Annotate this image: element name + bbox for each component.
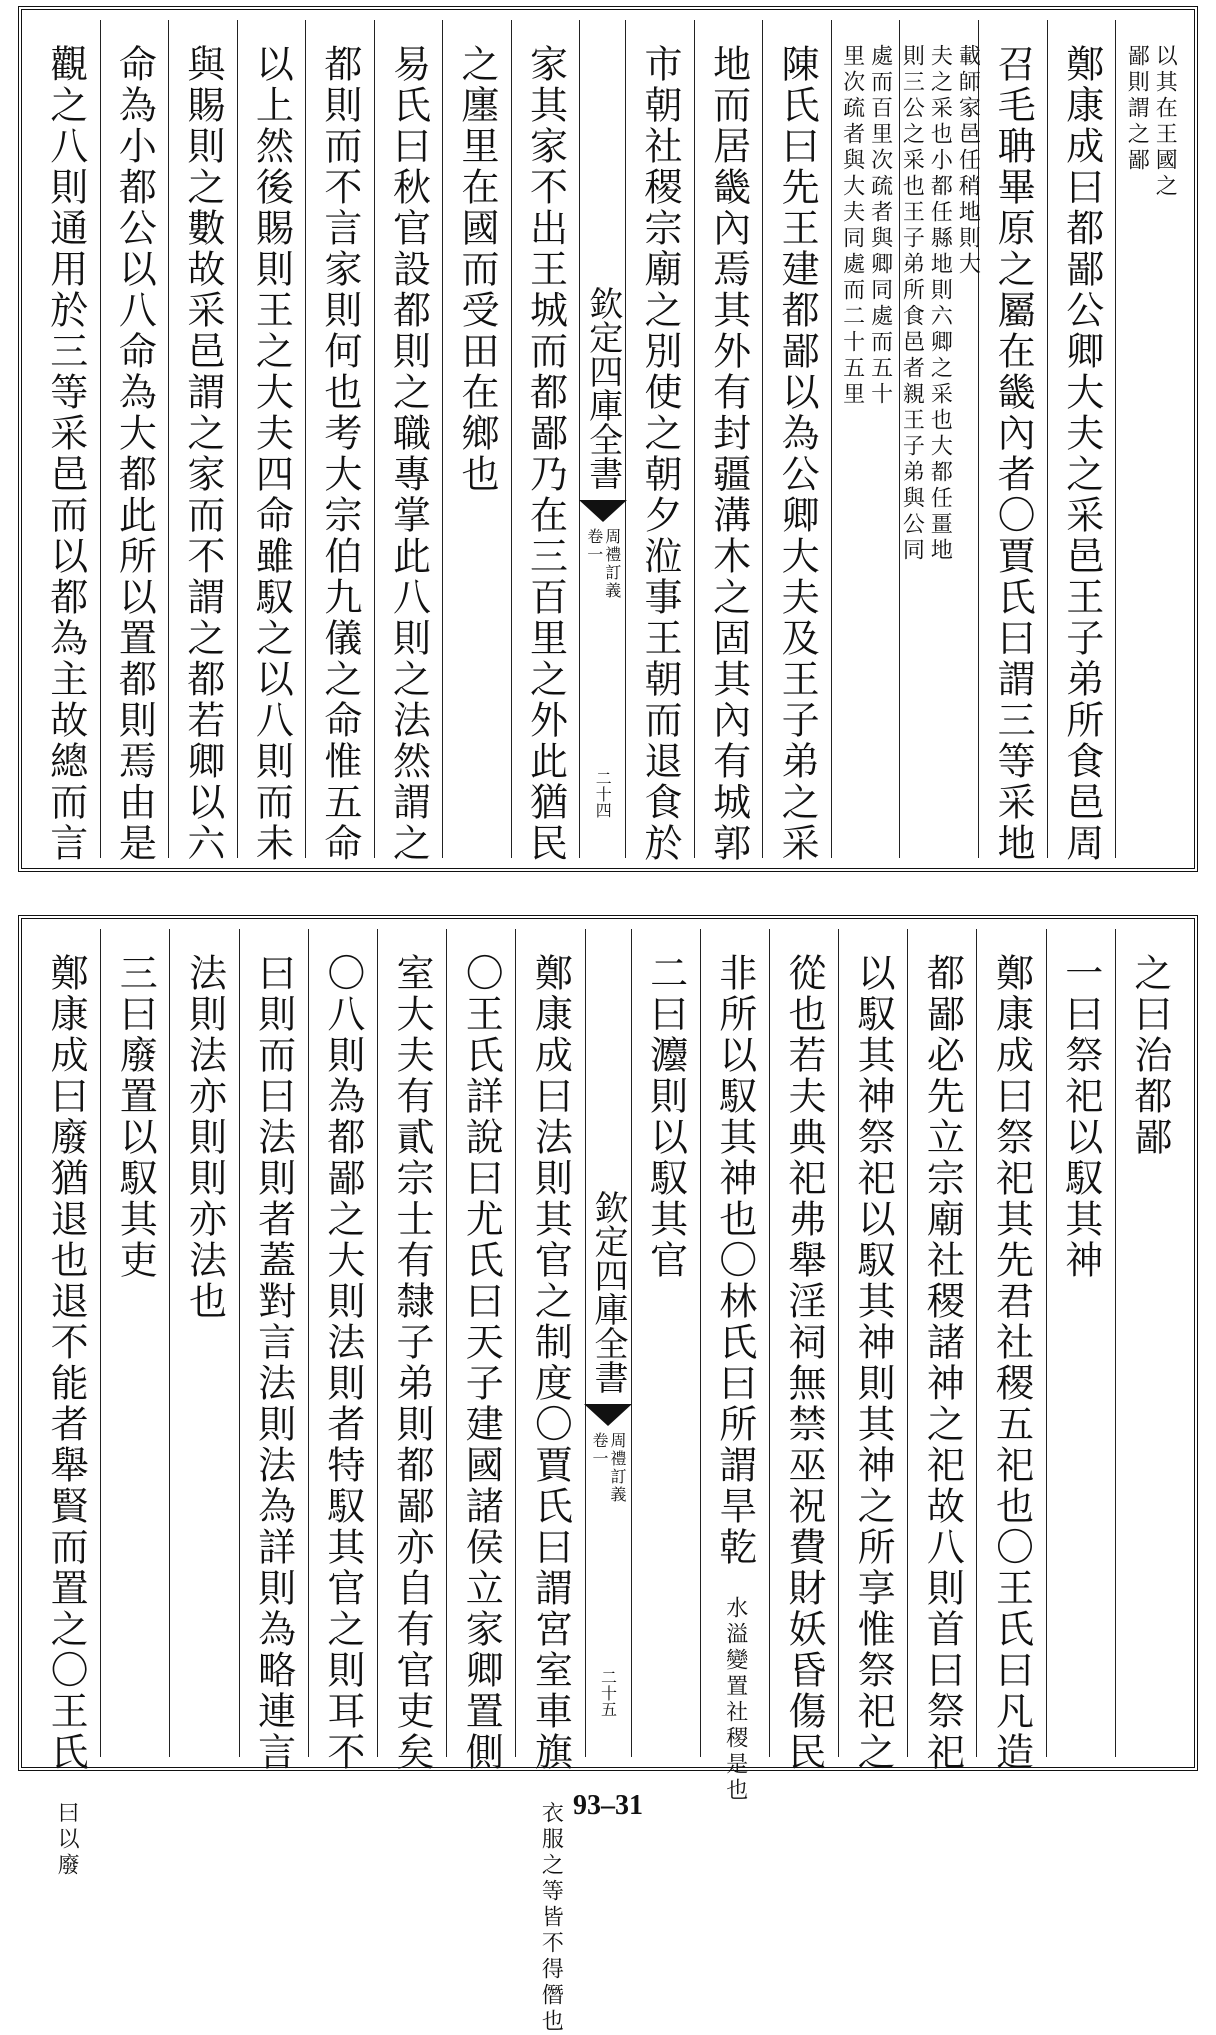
text-column xyxy=(631,929,700,1757)
main-text: 之曰治都鄙 xyxy=(1127,953,1172,1158)
column-body xyxy=(390,929,435,1773)
text-column xyxy=(978,20,1047,864)
main-text: 鄭康成曰廢猶退也退不能者舉賢而置之〇王氏 xyxy=(44,953,89,1773)
column-body xyxy=(706,20,751,864)
gutter-page-number: 二十五 xyxy=(598,1669,618,1717)
text-column xyxy=(374,20,443,864)
text-column xyxy=(762,20,831,864)
text-column xyxy=(625,20,694,864)
top-columns xyxy=(32,20,1184,864)
text-column xyxy=(1115,929,1184,1757)
annotation-line: 水溢變置社稷是也 xyxy=(722,1596,748,1804)
text-column xyxy=(32,929,100,1879)
main-text: 鄭康成曰法則其官之制度〇賈氏曰謂宮室車旗 xyxy=(528,953,573,1773)
main-text: 觀之八則通用於三等采邑而以都為主故總而言 xyxy=(43,44,88,864)
text-column xyxy=(32,20,100,864)
main-text: 以馭其神祭祀以馭其神則其神之所享惟祭祀之 xyxy=(851,953,896,1773)
column-body xyxy=(180,20,225,864)
text-column xyxy=(769,929,838,1773)
column-body xyxy=(991,20,1036,864)
annotation-line: 曰以廢 xyxy=(54,1801,80,1879)
text-column xyxy=(168,20,237,864)
main-text: 以上然後賜則王之大夫四命雖馭之以八則而未 xyxy=(249,44,294,864)
main-text: 與賜則之數故采邑謂之家而不謂之都若卿以六 xyxy=(180,44,225,864)
main-text: 〇王氏詳說曰尤氏曰天子建國諸侯立家卿置側 xyxy=(459,953,504,1773)
gutter-meta xyxy=(586,528,620,600)
main-text: 陳氏曰先王建都鄙以為公卿大夫及王子弟之采 xyxy=(775,44,820,864)
text-column xyxy=(305,20,374,864)
column-body xyxy=(386,20,431,864)
main-text: 鄭康成曰祭祀其先君社稷五祀也〇王氏曰凡造 xyxy=(989,953,1034,1773)
main-text: 之廛里在國而受田在鄉也 xyxy=(454,44,499,495)
annotation-line: 載師家邑任稍地則大 xyxy=(955,44,981,278)
column-body xyxy=(528,929,573,2035)
column-body xyxy=(643,929,688,1757)
main-text: 鄭康成曰都鄙公卿大夫之采邑王子弟所食邑周 xyxy=(1059,44,1104,864)
text-column xyxy=(511,20,580,864)
page-footer-number: 93–31 xyxy=(573,1790,643,1821)
gutter-meta xyxy=(591,1432,625,1504)
text-column xyxy=(694,20,763,864)
main-text: 曰則而曰法則者蓋對言法則法為詳則為略連言 xyxy=(251,953,296,1773)
center-gutter xyxy=(579,20,625,858)
text-column xyxy=(308,929,377,1773)
main-text: 命為小都公以八命為大都此所以置都則焉由是 xyxy=(112,44,157,864)
text-column xyxy=(700,929,769,1804)
main-text: 易氏曰秋官設都則之職專掌此八則之法然謂之 xyxy=(386,44,431,864)
column-body xyxy=(1127,929,1172,1757)
column-body xyxy=(523,20,568,864)
main-text: 都鄙必先立宗廟社稷諸神之祀故八則首曰祭祀 xyxy=(920,953,965,1773)
text-column xyxy=(831,20,900,858)
main-text: 法則法亦則則亦法也 xyxy=(182,953,227,1322)
annotation-line: 則三公之采也王子弟所食邑者親王子弟與公同 xyxy=(899,44,925,564)
column-body xyxy=(454,20,499,858)
column-body xyxy=(182,929,227,1757)
main-text: 非所以馭其神也〇林氏曰所謂旱乾 xyxy=(712,953,757,1568)
column-body xyxy=(712,929,757,1804)
text-column xyxy=(100,929,169,1757)
text-column xyxy=(1115,20,1184,858)
main-text: 家其家不出王城而都鄙乃在三百里之外此猶民 xyxy=(523,44,568,864)
annotation-block xyxy=(54,1773,80,1879)
column-body xyxy=(113,929,158,1757)
column-body xyxy=(43,20,88,864)
main-text: 都則而不言家則何也考大宗伯九儀之命惟五命 xyxy=(317,44,362,864)
text-column xyxy=(237,20,306,864)
column-body xyxy=(320,929,365,1773)
annotation-line: 夫之采也小都任縣地則六卿之采也大都任畺地 xyxy=(927,44,953,564)
gutter-title: 欽定四庫全書 xyxy=(588,1190,628,1394)
text-column xyxy=(239,929,308,1773)
text-column xyxy=(442,20,511,858)
main-text: 三曰廢置以馭其吏 xyxy=(113,953,158,1281)
column-body xyxy=(989,929,1034,1773)
annotation-line: 里次疏者與大夫同處而二十五里 xyxy=(839,44,865,408)
column-body xyxy=(459,929,504,1773)
column-body xyxy=(112,20,157,864)
column-body xyxy=(1059,20,1104,864)
main-text: 一曰祭祀以馭其神 xyxy=(1058,953,1103,1281)
text-column xyxy=(976,929,1045,1773)
gutter-juan: 卷一 xyxy=(584,528,604,564)
text-column xyxy=(1046,929,1115,1757)
main-text: 市朝社稷宗廟之別使之朝夕涖事王朝而退食於 xyxy=(638,44,683,864)
column-body xyxy=(251,929,296,1773)
annotation-block xyxy=(724,1568,746,1804)
text-column xyxy=(907,929,976,1773)
annotation-block xyxy=(1124,20,1178,858)
annotation-line: 鄙則謂之鄙 xyxy=(1124,44,1150,174)
column-body xyxy=(781,929,826,1773)
gutter-book-title: 周禮訂義 xyxy=(608,1432,627,1504)
text-column xyxy=(169,929,238,1757)
annotation-block xyxy=(899,20,981,858)
gutter-page-number: 二十四 xyxy=(593,770,613,818)
column-body xyxy=(638,20,683,864)
column-body xyxy=(851,929,896,1773)
annotation-line: 處而百里次疏者與卿同處而五十 xyxy=(867,44,893,408)
text-column xyxy=(377,929,446,1773)
main-text: 室大夫有貳宗士有隸子弟則都鄙亦自有官吏矣 xyxy=(390,953,435,1773)
gutter-title: 欽定四庫全書 xyxy=(582,286,623,490)
annotation-line: 以其在王國之 xyxy=(1152,44,1178,200)
gutter-book-title: 周禮訂義 xyxy=(602,528,622,600)
text-column xyxy=(899,20,981,858)
main-text: 地而居畿內焉其外有封疆溝木之固其內有城郭 xyxy=(706,44,751,864)
column-body xyxy=(920,929,965,1773)
main-text: 從也若夫典祀弗舉淫祠無禁巫祝費財妖昏傷民 xyxy=(781,953,826,1773)
column-body xyxy=(317,20,362,864)
center-gutter xyxy=(585,929,631,1757)
column-body xyxy=(44,929,89,1879)
main-text: 召毛聃畢原之屬在畿內者〇賈氏曰謂三等采地 xyxy=(991,44,1036,864)
column-body xyxy=(249,20,294,864)
text-column xyxy=(1047,20,1116,864)
text-column xyxy=(446,929,515,1773)
gutter-juan: 卷一 xyxy=(590,1432,609,1468)
column-body xyxy=(1058,929,1103,1757)
fish-tail-icon xyxy=(584,1404,632,1426)
main-text: 二曰灋則以馭其官 xyxy=(643,953,688,1281)
annotation-block xyxy=(841,20,891,858)
text-column xyxy=(515,929,584,2035)
main-text: 〇八則為都鄙之大則法則者特馭其官之則耳不 xyxy=(320,953,365,1773)
top-page xyxy=(18,6,1198,872)
text-column xyxy=(838,929,907,1773)
column-body xyxy=(775,20,820,864)
annotation-line: 衣服之等皆不得僭也 xyxy=(538,1801,564,2035)
text-column xyxy=(100,20,169,864)
fish-tail-icon xyxy=(579,500,627,522)
